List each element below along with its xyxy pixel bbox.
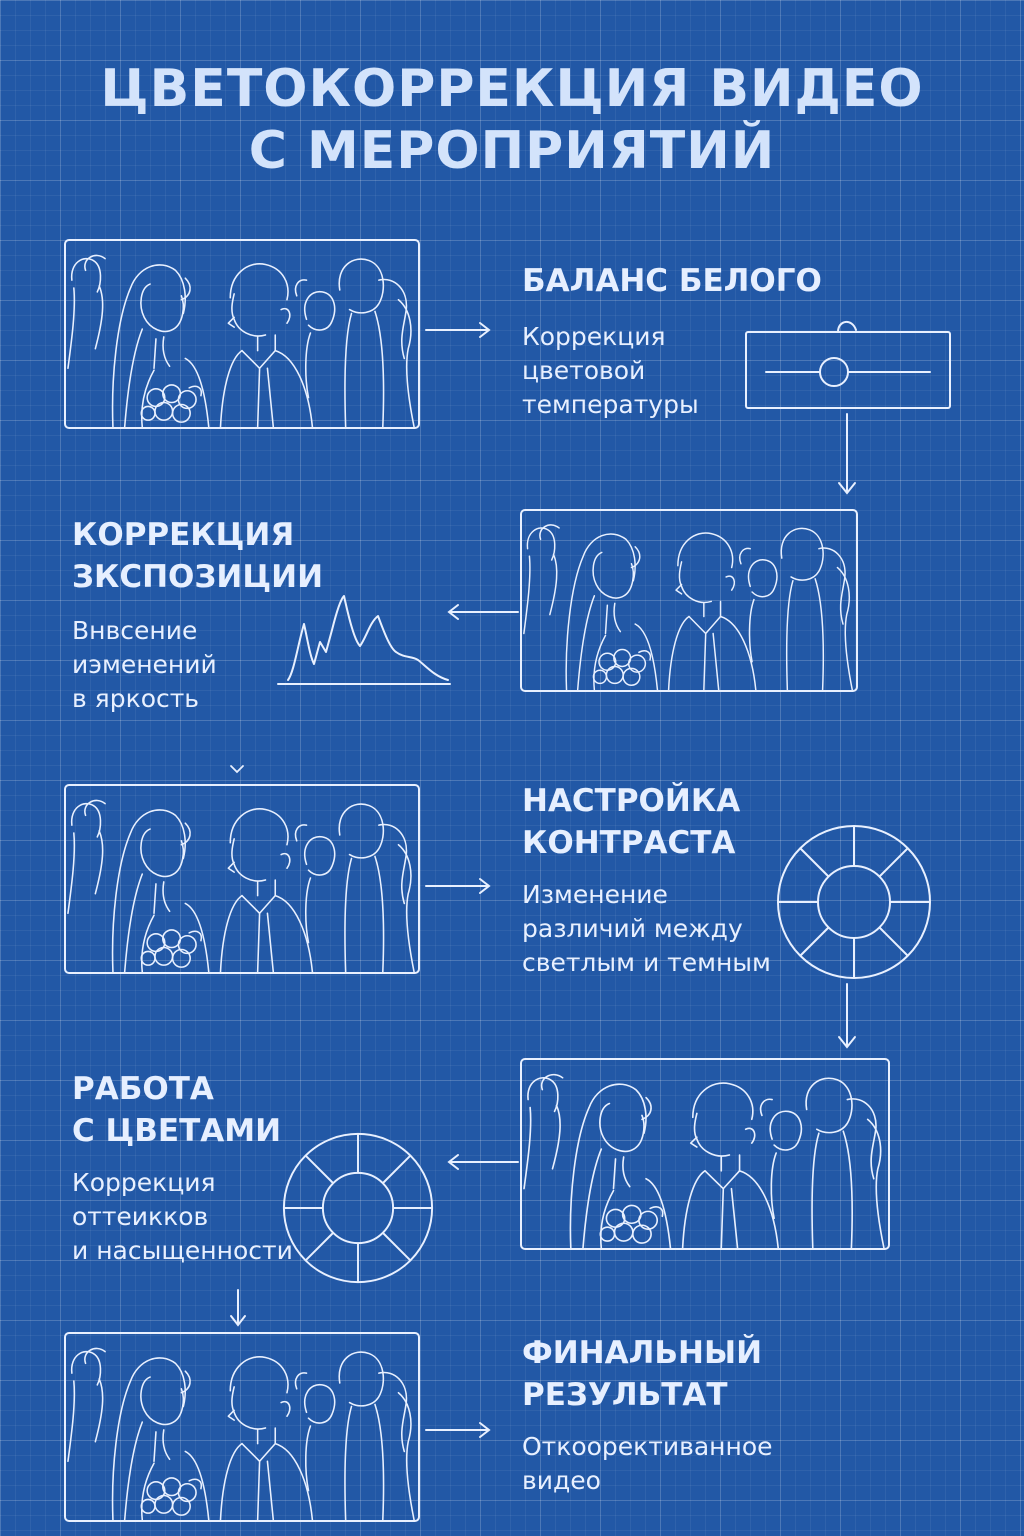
step-5-title-line-2: РЕЗУЛЬТАТ xyxy=(522,1377,728,1413)
arrow-right-icon xyxy=(424,876,494,896)
step-1-desc-line-2: цветовой xyxy=(522,356,646,385)
arrow-left-icon xyxy=(444,602,520,622)
arrow-right-icon xyxy=(424,1420,494,1440)
page-title xyxy=(0,58,1024,182)
wedding-crowd-sketch-icon xyxy=(66,1334,418,1520)
step-4-description xyxy=(72,1166,293,1268)
step-4-title-line-2: С ЦВЕТАМИ xyxy=(72,1113,282,1149)
step-3-title-line-2: КОНТРАСТА xyxy=(522,825,736,861)
step-2-title xyxy=(72,514,323,598)
color-wheel-icon xyxy=(774,822,934,982)
step-3-description xyxy=(522,878,771,980)
step-1-photo xyxy=(64,239,420,429)
wedding-crowd-sketch-icon xyxy=(66,241,418,427)
step-1-title xyxy=(522,260,822,302)
small-arrow-down-icon xyxy=(228,762,246,776)
step-4-photo xyxy=(520,1058,890,1250)
wedding-crowd-sketch-icon xyxy=(522,1060,888,1248)
wedding-crowd-sketch-icon xyxy=(66,786,418,972)
slider-icon xyxy=(740,316,954,414)
arrow-down-icon xyxy=(228,1288,248,1328)
step-4-desc-line-2: оттеикков xyxy=(72,1202,209,1231)
step-4-title-line-1: РАБОТА xyxy=(72,1071,214,1107)
step-1-title-line: БАЛАНС БЕЛОГО xyxy=(522,263,822,299)
step-4-desc-line-1: Коррекция xyxy=(72,1168,216,1197)
step-1-description xyxy=(522,320,699,422)
step-4-desc-line-3: и насыщенности xyxy=(72,1236,293,1265)
arrow-right-icon xyxy=(424,320,494,340)
wedding-crowd-sketch-icon xyxy=(522,511,856,690)
step-3-title xyxy=(522,780,740,864)
step-5-description xyxy=(522,1430,773,1498)
step-2-desc-line-1: Внвсение xyxy=(72,616,198,645)
step-3-desc-line-1: Изменение xyxy=(522,880,668,909)
page-title-line-2: С МЕРОПРИЯТИЙ xyxy=(248,121,776,181)
step-1-desc-line-3: температуры xyxy=(522,390,699,419)
step-2-photo xyxy=(520,509,858,692)
page-title-line-1: ЦВЕТОКОРРЕКЦИЯ ВИДЕО xyxy=(100,59,924,119)
histogram-icon xyxy=(274,592,454,690)
color-wheel-icon xyxy=(280,1130,436,1286)
step-2-desc-line-3: в яркость xyxy=(72,684,200,713)
step-2-title-line-2: ЗКСПОЗИЦИИ xyxy=(72,559,324,595)
step-1-desc-line-1: Коррекция xyxy=(522,322,666,351)
step-5-desc-line-2: видео xyxy=(522,1466,601,1495)
step-2-desc-line-2: иэменений xyxy=(72,650,217,679)
arrow-down-icon xyxy=(836,982,858,1050)
step-4-title xyxy=(72,1068,281,1152)
step-5-photo xyxy=(64,1332,420,1522)
arrow-left-icon xyxy=(444,1152,520,1172)
step-5-title xyxy=(522,1332,762,1416)
step-3-title-line-1: НАСТРОЙКА xyxy=(522,783,741,819)
step-3-desc-line-2: различий между xyxy=(522,914,743,943)
arrow-down-icon xyxy=(836,412,858,496)
step-5-desc-line-1: Откоорективанное xyxy=(522,1432,773,1461)
step-3-desc-line-3: светлым и темным xyxy=(522,948,771,977)
step-2-title-line-1: КОРРЕКЦИЯ xyxy=(72,517,295,553)
step-5-title-line-1: ФИНАЛЬНЫЙ xyxy=(522,1335,763,1371)
step-3-photo xyxy=(64,784,420,974)
step-2-description xyxy=(72,614,217,716)
